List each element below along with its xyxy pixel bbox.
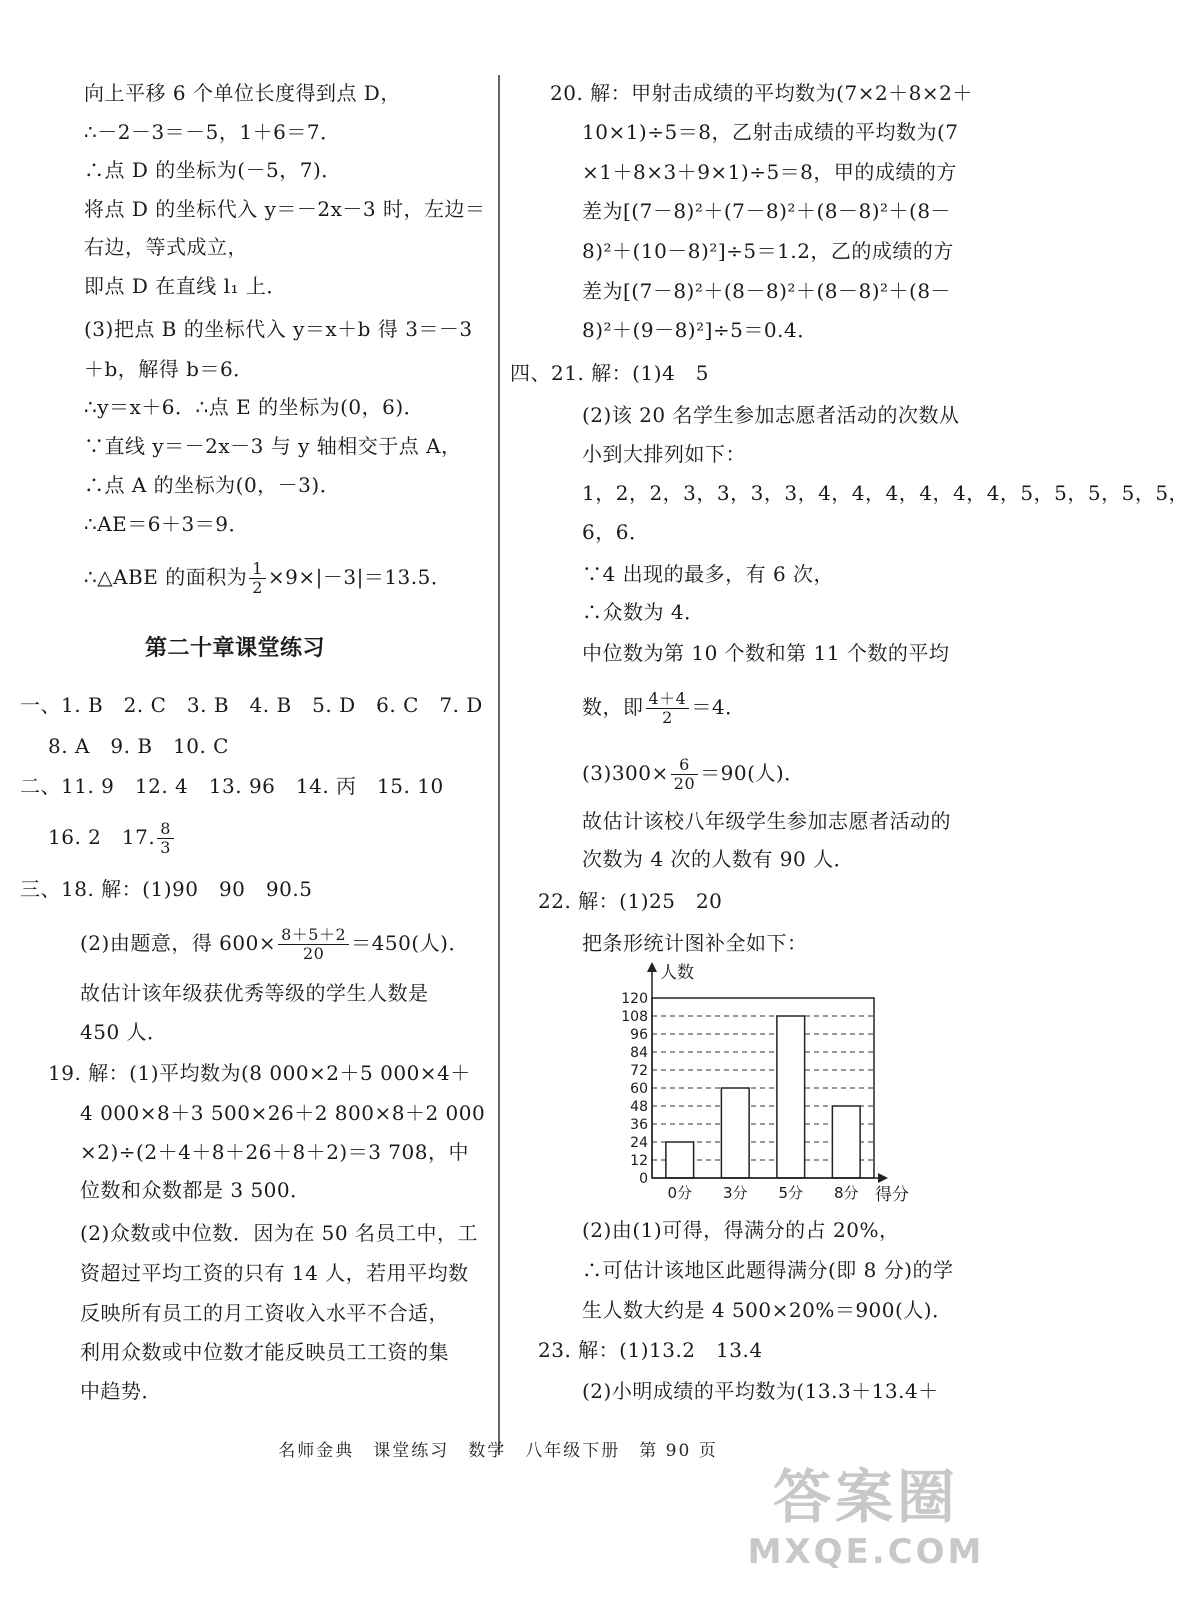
answer-line: 二、11. 9 12. 4 13. 96 14. 丙 15. 10 [20, 774, 444, 798]
text-line: ∴y＝x＋6．∴点 E 的坐标为(0，6)． [84, 395, 425, 419]
q18-line: 三、18. 解：(1)90 90 90.5 [20, 877, 313, 901]
q21-3-text: (3)300× [582, 761, 669, 785]
q23-line: 23. 解：(1)13.2 13.4 [538, 1338, 763, 1362]
watermark [746, 1462, 986, 1592]
text-line: 即点 D 在直线 l₁ 上． [84, 274, 287, 298]
numerator: 8 [157, 820, 174, 839]
bar [666, 1142, 694, 1178]
q20-line: ×1＋8×3＋9×1)÷5＝8，甲的成绩的方 [582, 160, 957, 184]
q18-result: ＝450(人)． [351, 931, 469, 955]
column-divider [498, 75, 500, 1455]
x-tick-label: 3分 [722, 1184, 748, 1202]
median-result: ＝4． [691, 695, 746, 719]
q20-line: 8)²＋(9－8)²]÷5＝0.4． [582, 318, 818, 342]
q18-text: (2)由题意，得 600× [80, 931, 277, 955]
q22-line: 把条形统计图补全如下： [582, 931, 808, 955]
q18-line [80, 926, 469, 963]
x-axis-arrow [878, 1173, 888, 1183]
median-text: 数，即 [582, 695, 644, 719]
q21-3-line [582, 756, 805, 793]
numerator: 1 [249, 560, 266, 579]
q19-line: 中趋势． [80, 1379, 162, 1403]
text-line: ∴AE＝6＋3＝9． [84, 512, 249, 536]
q19-line: 位数和众数都是 3 500． [80, 1178, 311, 1202]
y-tick-label: 120 [621, 991, 648, 1007]
q21-3-result: ＝90(人)． [700, 761, 805, 785]
x-tick-label: 8分 [833, 1184, 859, 1202]
answer-line: 一、1. B 2. C 3. B 4. B 5. D 6. C 7. D [20, 693, 483, 717]
y-axis-arrow [647, 962, 657, 972]
y-tick-label: 72 [630, 1063, 648, 1079]
answer-line [48, 820, 176, 857]
denominator: 20 [673, 774, 696, 793]
x-axis-label: 得分 [875, 1185, 909, 1205]
y-tick-labels [621, 991, 648, 1187]
q21-line: (2)该 20 名学生参加志愿者活动的次数从 [582, 403, 960, 427]
watermark-logo: 答案圈 [772, 1463, 959, 1531]
q19-line: 利用众数或中位数才能反映员工工资的集 [80, 1340, 449, 1364]
q22-line: (2)由(1)可得，得满分的占 20%， [582, 1218, 900, 1242]
text-line: ∵直线 y＝－2x－3 与 y 轴相交于点 A， [84, 434, 462, 458]
watermark-url: MXQE.COM [747, 1532, 985, 1572]
y-tick-label: 84 [630, 1045, 648, 1061]
y-tick-label: 24 [630, 1135, 648, 1151]
page-footer: 名师金典 课堂练习 数学 八年级下册 第 90 页 [278, 1441, 718, 1461]
text-line: ∴点 D 的坐标为(－5，7)． [84, 158, 342, 182]
q19-line: ×2)÷(2＋4＋8＋26＋8＋2)＝3 708，中 [80, 1140, 469, 1164]
q22-line: ∴可估计该地区此题得满分(即 8 分)的学 [582, 1258, 954, 1282]
text-line: 右边，等式成立， [84, 235, 248, 259]
bars [666, 1016, 860, 1178]
y-tick-label: 0 [639, 1171, 648, 1187]
numerator: 6 [671, 756, 698, 775]
q21-line: ∵4 出现的最多，有 6 次， [582, 562, 835, 586]
text-line: ∴－2－3＝－5，1＋6＝7． [84, 120, 341, 144]
q19-line: 反映所有员工的月工资收入水平不合适， [80, 1301, 449, 1325]
q21-line: 小到大排列如下： [582, 442, 746, 466]
denominator: 20 [302, 944, 325, 963]
q21-line: 四、21. 解：(1)4 5 [510, 361, 709, 385]
q21-line: 中位数为第 10 个数和第 11 个数的平均 [582, 641, 950, 665]
chapter-title: 第二十章课堂练习 [145, 635, 326, 661]
y-axis-label: 人数 [660, 963, 694, 983]
text-line: 向上平移 6 个单位长度得到点 D， [84, 81, 401, 105]
q21-line: 故估计该校八年级学生参加志愿者活动的 [582, 809, 951, 833]
q19-line: (2)众数或中位数．因为在 50 名员工中，工 [80, 1221, 478, 1245]
q20-line: 8)²＋(10－8)²]÷5＝1.2，乙的成绩的方 [582, 239, 954, 263]
q20-line: 差为[(7－8)²＋(7－8)²＋(8－8)²＋(8－ [582, 199, 952, 223]
y-tick-label: 108 [621, 1009, 648, 1025]
bar [832, 1106, 860, 1178]
y-tick-label: 96 [630, 1027, 648, 1043]
median-line [582, 690, 746, 727]
q22-line: 生人数大约是 4 500×20%＝900(人)． [582, 1298, 953, 1322]
q18-line: 故估计该年级获优秀等级的学生人数是 [80, 981, 429, 1005]
bar [777, 1016, 805, 1178]
bar-chart [610, 960, 930, 1210]
q23-line: (2)小明成绩的平均数为(13.3＋13.4＋ [582, 1379, 939, 1403]
text-line: ∴点 A 的坐标为(0，－3)． [84, 473, 341, 497]
area-formula-result: ×9×|－3|＝13.5． [267, 565, 452, 589]
y-tick-label: 48 [630, 1099, 648, 1115]
answer-text: 16. 2 17. [48, 825, 156, 849]
fraction [646, 690, 690, 727]
x-tick-label: 0分 [667, 1184, 693, 1202]
text-line: (3)把点 B 的坐标代入 y＝x＋b 得 3＝－3 [84, 317, 473, 341]
bar [721, 1088, 749, 1178]
q19-line: 4 000×8＋3 500×26＋2 800×8＋2 000 [80, 1101, 486, 1125]
q21-line: 6，6． [582, 520, 650, 544]
numerator: 8＋5＋2 [278, 926, 349, 945]
denominator: 2 [252, 578, 263, 597]
text-line: 将点 D 的坐标代入 y＝－2x－3 时，左边＝ [84, 197, 486, 221]
q19-line: 资超过平均工资的只有 14 人，若用平均数 [80, 1261, 469, 1285]
q21-line: 1，2，2，3，3，3，3，4，4，4，4，4，4，5，5，5，5，5， [582, 481, 1189, 505]
q22-line: 22. 解：(1)25 20 [538, 889, 723, 913]
fraction [249, 560, 266, 597]
q20-line: 差为[(7－8)²＋(8－8)²＋(8－8)²＋(8－ [582, 279, 952, 303]
x-tick-label: 5分 [778, 1184, 804, 1202]
denominator: 2 [662, 708, 673, 727]
denominator: 3 [160, 838, 171, 857]
q20-line: 10×1)÷5＝8，乙射击成绩的平均数为(7 [582, 120, 959, 144]
fraction [157, 820, 174, 857]
text-line: ＋b，解得 b＝6． [84, 357, 254, 381]
answer-line: 8. A 9. B 10. C [48, 734, 229, 758]
numerator: 4＋4 [646, 690, 690, 709]
q21-line: ∴众数为 4． [582, 600, 705, 624]
q20-line: 20. 解：甲射击成绩的平均数为(7×2＋8×2＋ [550, 81, 973, 105]
q19-line: 19. 解：(1)平均数为(8 000×2＋5 000×4＋ [48, 1061, 471, 1085]
q18-line: 450 人． [80, 1020, 168, 1044]
y-tick-label: 60 [630, 1081, 648, 1097]
y-tick-label: 12 [630, 1153, 648, 1169]
fraction [278, 926, 349, 963]
x-tick-labels [667, 1184, 858, 1202]
fraction [671, 756, 698, 793]
area-formula-text: ∴△ABE 的面积为 [84, 565, 248, 589]
q21-line: 次数为 4 次的人数有 90 人． [582, 847, 855, 871]
area-formula-line [84, 560, 451, 597]
y-tick-label: 36 [630, 1117, 648, 1133]
